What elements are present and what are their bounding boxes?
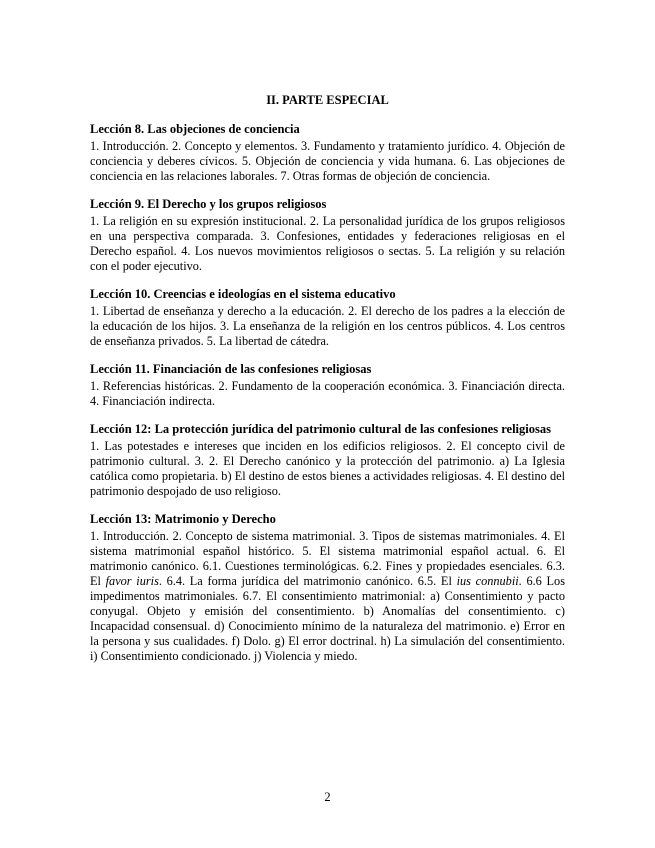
section-title: II. PARTE ESPECIAL xyxy=(266,93,389,107)
lesson-body-text: . 6.4. La forma jurídica del matrimonio canónico. 6.5. El xyxy=(158,574,457,588)
lesson-body xyxy=(90,529,565,664)
lesson-body: 1. La religión en su expresión institucional. 2. La personalidad jurídica de los grupos religiosos en una perspectiva comparada. 3. Confesiones, entidades y federaciones religiosas en el Derecho español. 4. Los nuevos movimientos religiosos o sectas. 5. La religión y su relación con el poder ejecutivo. xyxy=(90,214,565,273)
lesson-title: Lección 12: La protección jurídica del patrimonio cultural de las confesiones religiosas xyxy=(90,422,551,436)
page-number: 2 xyxy=(324,790,331,804)
document-page xyxy=(90,92,565,677)
lesson-11 xyxy=(90,362,565,409)
lesson-body: 1. Libertad de enseñanza y derecho a la educación. 2. El derecho de los padres a la elección de la educación de los hijos. 3. La enseñanza de la religión en los centros públicos. 4. Los centros de enseñanza privados. 5. La libertad de cátedra. xyxy=(90,304,565,348)
latin-term: favor iuris xyxy=(105,574,159,588)
lesson-title: Lección 11. Financiación de las confesiones religiosas xyxy=(90,362,372,376)
latin-term: ius connubii xyxy=(456,574,519,588)
lesson-title: Lección 8. Las objeciones de conciencia xyxy=(90,122,300,136)
lesson-title: Lección 10. Creencias e ideologías en el sistema educativo xyxy=(90,287,396,301)
lesson-10 xyxy=(90,287,565,349)
lesson-body-text: 1. Introducción. 2. Concepto de sistema matrimonial. 3. Tipos de sistemas matrimoniales. 4. El sistema matrimonial español histórico. 5. El sistema matrimonial español actual. 6. El matrimonio canónico. 6.1. Cuestiones terminológicas. 6.2. Fines y propiedades esenciales. 6.3. El xyxy=(90,529,565,588)
lesson-body: 1. Referencias históricas. 2. Fundamento de la cooperación económica. 3. Financiación directa. 4. Financiación indirecta. xyxy=(90,379,565,408)
lesson-title: Lección 9. El Derecho y los grupos religiosos xyxy=(90,197,327,211)
lesson-body: 1. Las potestades e intereses que inciden en los edificios religiosos. 2. El concepto civil de patrimonio cultural. 3. 2. El Derecho canónico y la protección del patrimonio. a) La Iglesia católica como propietaria. b) El destino de estos bienes a actividades religiosas. 4. El destino del patrimonio despojado de uso religioso. xyxy=(90,439,565,498)
lesson-9 xyxy=(90,197,565,274)
lesson-title: Lección 13: Matrimonio y Derecho xyxy=(90,512,276,526)
lesson-12 xyxy=(90,422,565,499)
lesson-13 xyxy=(90,512,565,664)
lesson-body: 1. Introducción. 2. Concepto y elementos. 3. Fundamento y tratamiento jurídico. 4. Objeción de conciencia y deberes cívicos. 5. Objeción de conciencia y vida humana. 6. Las objeciones de conciencia en las relaciones laborales. 7. Otras formas de objeción de conciencia. xyxy=(90,139,565,183)
lesson-body-text: . 6.6 Los impedimentos matrimoniales. 6.7. El consentimiento matrimonial: a) Consentimiento y pacto conyugal. Objeto y emisión del consentimiento. b) Anomalías del consentimiento. c) Incapacidad consensual. d) Conocimiento mínimo de la naturaleza del matrimonio. e) Error en la persona y sus cualidades. f) Dolo. g) El error doctrinal. h) La simulación del consentimiento. i) Consentimiento condicionado. j) Violencia y miedo. xyxy=(90,574,565,663)
lesson-8 xyxy=(90,122,565,184)
